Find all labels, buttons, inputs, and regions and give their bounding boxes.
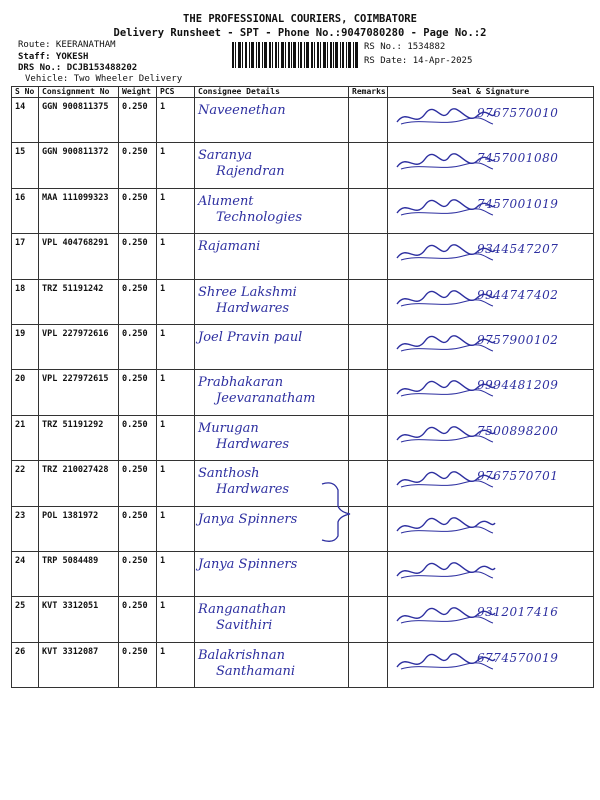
consignee-name-line2: Technologies <box>216 209 303 225</box>
signature-phone: 9944747402 <box>477 287 559 302</box>
table-row <box>12 370 594 415</box>
signature-cell <box>388 143 594 188</box>
consignee-cell <box>195 415 349 460</box>
consignee-cell <box>195 597 349 642</box>
col-remarks-header: Remarks <box>349 87 388 98</box>
table-row <box>12 324 594 369</box>
sno-cell: 25 <box>12 597 39 642</box>
route-label: Route: KEERANATHAM <box>18 40 116 50</box>
col-consignment-header: Consignment No <box>39 87 119 98</box>
consignment-cell: MAA 111099323 <box>39 188 119 233</box>
drs-label: DRS No.: DCJB153488202 <box>18 63 138 73</box>
pcs-cell: 1 <box>157 597 195 642</box>
runsheet-subtitle: Delivery Runsheet - SPT - Phone No.:9047080280 - Page No.:2 <box>113 27 487 39</box>
pcs-cell: 1 <box>157 98 195 143</box>
barcode <box>232 42 358 68</box>
consignee-cell <box>195 324 349 369</box>
consignee-name: Saranya <box>198 148 253 164</box>
consignment-cell: TRZ 51191292 <box>39 415 119 460</box>
weight-cell: 0.250 <box>119 597 157 642</box>
signature-cell <box>388 188 594 233</box>
consignee-cell <box>195 279 349 324</box>
consignee-name: Naveenethan <box>198 103 286 118</box>
sno-cell: 23 <box>12 506 39 551</box>
consignment-cell: KVT 3312051 <box>39 597 119 642</box>
remarks-cell <box>349 143 388 188</box>
signature-phone: 9344547207 <box>477 242 559 257</box>
consignee-name: Murugan <box>198 420 259 436</box>
table-row <box>12 597 594 642</box>
signature-cell <box>388 98 594 143</box>
weight-cell: 0.250 <box>119 551 157 596</box>
table-row <box>12 279 594 324</box>
pcs-cell: 1 <box>157 370 195 415</box>
table-row <box>12 188 594 233</box>
weight-cell: 0.250 <box>119 279 157 324</box>
pcs-cell: 1 <box>157 279 195 324</box>
signature-cell <box>388 642 594 687</box>
sno-cell: 16 <box>12 188 39 233</box>
consignee-name-line2: Hardwares <box>216 482 290 498</box>
weight-cell: 0.250 <box>119 415 157 460</box>
consignee-name: Santhosh <box>198 466 260 482</box>
pcs-cell: 1 <box>157 506 195 551</box>
table-row <box>12 98 594 143</box>
consignment-cell: VPL 227972615 <box>39 370 119 415</box>
weight-cell: 0.250 <box>119 143 157 188</box>
signature-phone: 7500898200 <box>477 423 559 438</box>
weight-cell: 0.250 <box>119 324 157 369</box>
consignee-name: Joel Pravin paul <box>198 329 303 345</box>
pcs-cell: 1 <box>157 234 195 279</box>
consignment-cell: TRZ 51191242 <box>39 279 119 324</box>
consignee-name: Prabhakaran <box>198 375 284 391</box>
remarks-cell <box>349 98 388 143</box>
consignment-cell: TRP 5084489 <box>39 551 119 596</box>
remarks-cell <box>349 324 388 369</box>
signature-phone: 6774570019 <box>477 650 559 665</box>
weight-cell: 0.250 <box>119 506 157 551</box>
consignment-cell: POL 1381972 <box>39 506 119 551</box>
consignee-name: Rajamani <box>198 239 261 255</box>
table-header-row <box>12 87 594 98</box>
weight-cell: 0.250 <box>119 642 157 687</box>
runsheet-table <box>11 86 594 688</box>
weight-cell: 0.250 <box>119 98 157 143</box>
consignee-name-line2: Hardwares <box>216 300 290 316</box>
signature-cell <box>388 597 594 642</box>
sno-cell: 18 <box>12 279 39 324</box>
signature-phone: 7457001019 <box>477 196 559 211</box>
consignment-cell: TRZ 210027428 <box>39 461 119 506</box>
vehicle-label: Vehicle: Two Wheeler Delivery <box>25 74 183 84</box>
signature-phone: 9994481209 <box>477 378 559 393</box>
signature-cell <box>388 461 594 506</box>
consignment-cell: VPL 227972616 <box>39 324 119 369</box>
col-pcs-header: PCS <box>157 87 195 98</box>
consignee-cell <box>195 188 349 233</box>
consignment-cell: KVT 3312087 <box>39 642 119 687</box>
sno-cell: 21 <box>12 415 39 460</box>
col-sno-header: S No <box>12 87 39 98</box>
consignee-cell <box>195 98 349 143</box>
table-body <box>12 98 594 688</box>
sno-cell: 26 <box>12 642 39 687</box>
consignee-name-line2: Savithiri <box>216 618 273 634</box>
signature-cell <box>388 551 594 596</box>
pcs-cell: 1 <box>157 415 195 460</box>
signature-cell <box>388 506 594 551</box>
weight-cell: 0.250 <box>119 188 157 233</box>
signature-phone: 9312017416 <box>477 605 559 620</box>
company-title: THE PROFESSIONAL COURIERS, COIMBATORE <box>183 13 417 25</box>
remarks-cell <box>349 642 388 687</box>
pcs-cell: 1 <box>157 642 195 687</box>
signature-cell <box>388 279 594 324</box>
col-consignee-header: Consignee Details <box>195 87 349 98</box>
staff-label: Staff: YOKESH <box>18 52 89 62</box>
remarks-cell <box>349 234 388 279</box>
pcs-cell: 1 <box>157 188 195 233</box>
pcs-cell: 1 <box>157 324 195 369</box>
signature-cell <box>388 370 594 415</box>
consignee-name-line2: Jeevaranatham <box>216 391 316 407</box>
signature-phone: 9757900102 <box>477 332 559 347</box>
signature-cell <box>388 234 594 279</box>
sno-cell: 22 <box>12 461 39 506</box>
col-weight-header: Weight <box>119 87 157 98</box>
consignment-cell: GGN 900811375 <box>39 98 119 143</box>
consignee-cell <box>195 143 349 188</box>
consignee-cell <box>195 370 349 415</box>
signature-phone: 7457001080 <box>477 151 559 166</box>
signature-phone: 9767570010 <box>477 106 559 120</box>
remarks-cell <box>349 188 388 233</box>
consignee-cell <box>195 234 349 279</box>
rs-date: RS Date: 14-Apr-2025 <box>364 56 473 66</box>
table-row <box>12 551 594 596</box>
remarks-cell <box>349 279 388 324</box>
table-row <box>12 234 594 279</box>
consignee-name: Ranganathan <box>198 602 287 618</box>
weight-cell: 0.250 <box>119 461 157 506</box>
consignment-cell: VPL 404768291 <box>39 234 119 279</box>
signature-phone: 9767570701 <box>477 469 559 484</box>
sno-cell: 14 <box>12 98 39 143</box>
weight-cell: 0.250 <box>119 370 157 415</box>
table-row <box>12 461 594 506</box>
consignee-name-line2: Hardwares <box>216 436 290 452</box>
weight-cell: 0.250 <box>119 234 157 279</box>
consignee-cell <box>195 642 349 687</box>
rs-number: RS No.: 1534882 <box>364 42 446 52</box>
remarks-cell <box>349 370 388 415</box>
pcs-cell: 1 <box>157 143 195 188</box>
pcs-cell: 1 <box>157 551 195 596</box>
col-signature-header: Seal & Signature <box>388 87 594 98</box>
sno-cell: 17 <box>12 234 39 279</box>
consignment-cell: GGN 900811372 <box>39 143 119 188</box>
sno-cell: 24 <box>12 551 39 596</box>
consignee-name: Janya Spinners <box>198 556 298 572</box>
table-row <box>12 415 594 460</box>
consignee-name-line2: Santhamani <box>216 663 295 679</box>
signature-cell <box>388 415 594 460</box>
sno-cell: 15 <box>12 143 39 188</box>
consignee-name: Janya Spinners <box>198 511 298 527</box>
remarks-cell <box>349 597 388 642</box>
table-row <box>12 143 594 188</box>
remarks-cell <box>349 415 388 460</box>
signature-scribble <box>393 513 497 539</box>
bracket-mark <box>320 476 360 546</box>
remarks-cell <box>349 551 388 596</box>
consignee-name: Alument <box>198 193 254 209</box>
signature-cell <box>388 324 594 369</box>
table-row <box>12 506 594 551</box>
table-row <box>12 642 594 687</box>
consignee-name: Balakrishnan <box>198 647 286 663</box>
consignee-cell <box>195 551 349 596</box>
sno-cell: 20 <box>12 370 39 415</box>
pcs-cell: 1 <box>157 461 195 506</box>
sno-cell: 19 <box>12 324 39 369</box>
consignee-name-line2: Rajendran <box>216 164 285 180</box>
signature-scribble <box>393 558 497 584</box>
consignee-name: Shree Lakshmi <box>198 284 297 300</box>
